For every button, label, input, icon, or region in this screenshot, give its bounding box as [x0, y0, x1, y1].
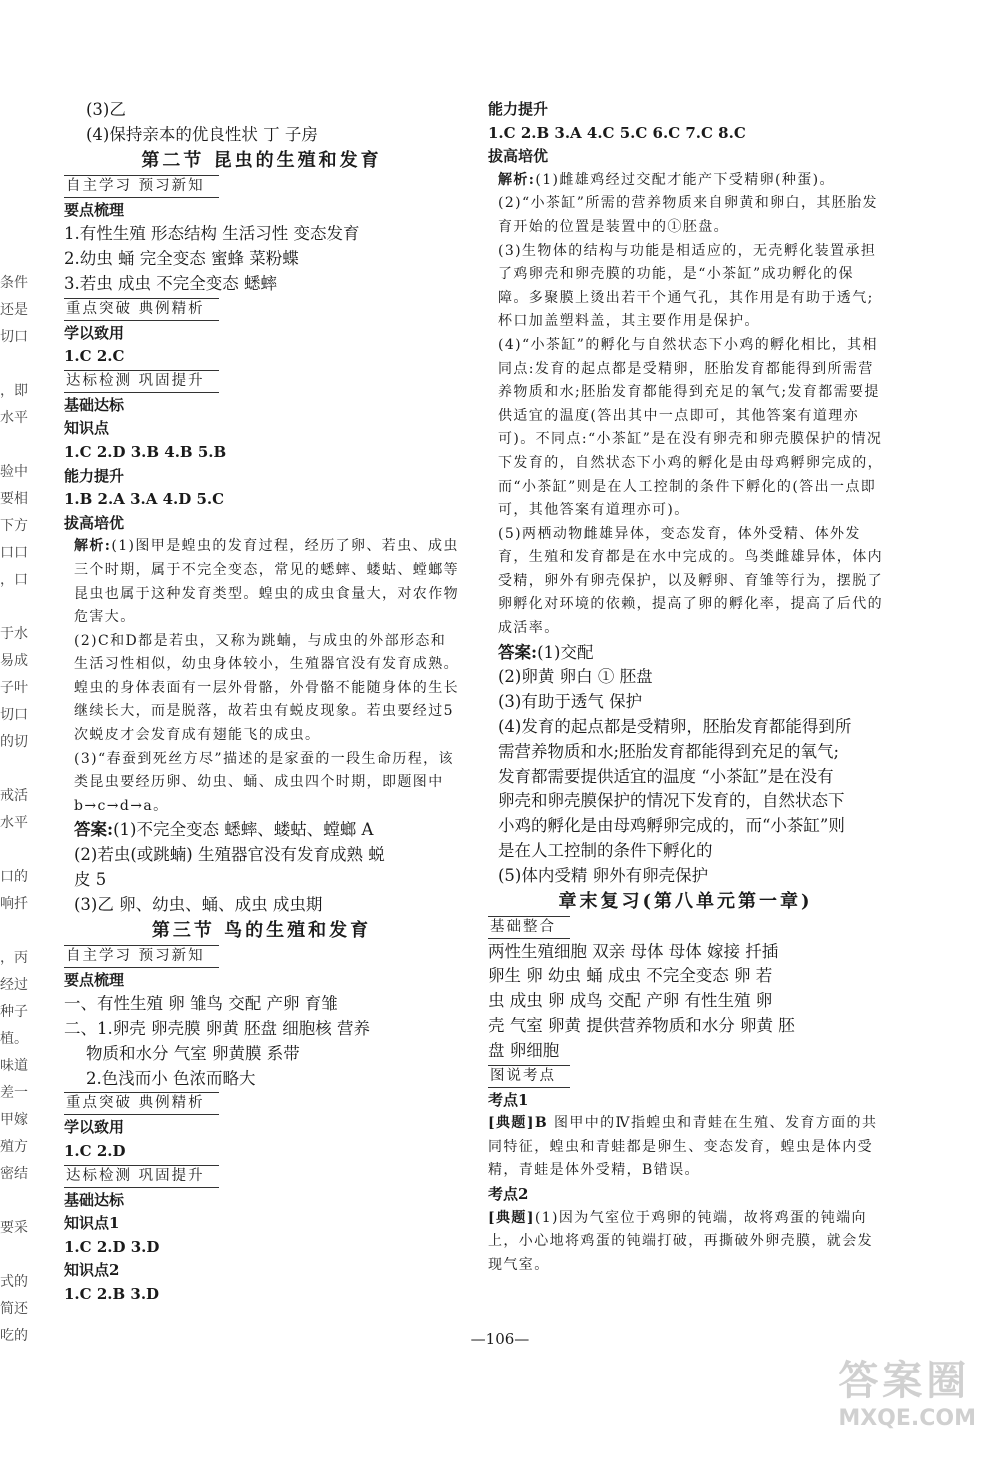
- answer-line: 卵壳和卵壳膜保护的情况下发育的，自然状态下: [498, 791, 845, 811]
- answer-line: (3)乙: [86, 100, 126, 119]
- section-banner: 重点突破 典例精析: [64, 1092, 219, 1115]
- margin-fragment: 差一: [0, 1085, 28, 1101]
- answer-line: 一、有性生殖 卵 雏鸟 交配 产卵 育雏: [64, 994, 338, 1014]
- answer-line: 物质和水分 气室 卵黄膜 系带: [86, 1043, 300, 1063]
- explanation-text: (1)雌雄鸡经过交配才能产下受精卵(种蛋)。: [535, 171, 835, 188]
- margin-fragment: 切口: [0, 707, 28, 723]
- watermark-text: 答案圈: [838, 1358, 971, 1404]
- subheading: 考点1: [488, 1090, 529, 1109]
- answer-line: 二、1.卵壳 卵壳膜 卵黄 胚盘 细胞核 营养: [64, 1019, 370, 1039]
- explanation-label: 解析:: [74, 538, 112, 555]
- answer-line: 小鸡的孵化是由母鸡孵卵完成的，而“小茶缸”则: [498, 816, 845, 836]
- section-title: 章末复习(第八单元第一章): [558, 890, 813, 912]
- explanation-text: (1)因为气室位于鸡卵的钝端，故将鸡蛋的钝端向上，小心地将鸡蛋的钝端打破，再撕破外卵壳膜，就会发现气室。: [488, 1209, 873, 1273]
- margin-fragment: [0, 432, 38, 459]
- section-title: 第三节 鸟的生殖和发育: [151, 919, 372, 941]
- margin-fragment: 甲嫁: [0, 1112, 28, 1128]
- left-column: [64, 98, 459, 1307]
- explanation-paragraph: (3)“春蚕到死丝方尽”描述的是家蚕的一段生命历程，该类昆虫要经历卵、幼虫、蛹、成虫四个时期，即题图中b→c→d→a。: [74, 750, 454, 814]
- answer-line: (2)卵黄 卵白 ① 胚盘: [498, 667, 653, 687]
- subheading: 能力提升: [488, 100, 549, 118]
- section-title: 第二节 昆虫的生殖和发育: [141, 149, 382, 171]
- subheading: 考点2: [488, 1184, 529, 1203]
- explanation-paragraph: (4)“小茶缸”的孵化与自然状态下小鸡的孵化相比，其相同点:发育的起点都是受精卵，胚胎发育都能得到所需营养物质和水;胚胎发育都能得到充足的氧气;发育都需要提供适宜的温度(答出其中一点即可，其他答案有道理亦可)。不同点:“小茶缸”是在没有卵壳和卵壳膜保护的情况下发育的，自然状态下小鸡的孵化是由母鸡孵卵完成的，而“小茶缸”则是在人工控制的条件下孵化的(答出一点即可，其他答案有道理亦可)。: [498, 336, 883, 519]
- margin-fragment: 响扦: [0, 896, 28, 912]
- margin-fragment: 密结: [0, 1166, 28, 1182]
- margin-fragment: 殖方: [0, 1139, 28, 1155]
- answer-line: (4)保持亲本的优良性状 丁 子房: [86, 124, 318, 144]
- margin-fragment: [0, 1242, 38, 1269]
- subheading: 学以致用: [64, 1118, 125, 1137]
- answer-line: 1.C 2.B 3.D: [64, 1284, 160, 1303]
- section-banner: 图说考点: [488, 1065, 570, 1088]
- margin-fragment: ，即: [0, 383, 28, 399]
- explanation-paragraph: [64, 535, 459, 629]
- subheading: 能力提升: [64, 466, 125, 485]
- explanation-paragraph: (3)生物体的结构与功能是相适应的，无壳孵化装置承担了鸡卵壳和卵壳膜的功能，是“小茶缸”成功孵化的保障。多聚膜上烫出若干个通气孔，其作用是有助于透气;杯口加盖塑料盖，其主要作用是保护。: [498, 242, 877, 330]
- explanation-label: [典题]B: [488, 1115, 549, 1132]
- subheading: 基础达标: [64, 1190, 125, 1209]
- answer-line: 1.C 2.D: [64, 1142, 126, 1161]
- margin-fragment: 于水: [0, 626, 28, 642]
- margin-fragment: 下方: [0, 518, 28, 534]
- answer-line: 1.C 2.B 3.A 4.C 5.C 6.C 7.C 8.C: [488, 123, 746, 142]
- margin-fragment: 条件: [0, 275, 28, 291]
- explanation-paragraph: (2)C和D都是若虫，又称为跳蝻，与成虫的外部形态和生活习性相似，幼虫身体较小，生殖器官没有发育成熟。蝗虫的身体表面有一层外骨骼，外骨骼不能随身体的生长继续长大，而是脱落，故若虫有蜕皮现象。若虫要经过5次蜕皮才会发育成有翅能飞的成虫。: [74, 632, 459, 744]
- answer-line: 发育都需要提供适宜的温度 “小茶缸”是在没有: [498, 766, 834, 786]
- margin-fragment: 还是: [0, 302, 28, 318]
- subheading: 拔高培优: [488, 147, 549, 166]
- margin-fragment: 要采: [0, 1220, 28, 1236]
- answer-line: 1.B 2.A 3.A 4.D 5.C: [64, 490, 225, 509]
- section-banner: 重点突破 典例精析: [64, 298, 219, 321]
- answer-line: 1.C 2.D 3.B 4.B 5.B: [64, 442, 227, 461]
- margin-fragment: 口的: [0, 869, 28, 885]
- margin-fragment: 植。: [0, 1031, 28, 1047]
- margin-fragment: [0, 756, 38, 783]
- answer-line: 虫 成虫 卵 成鸟 交配 产卵 有性生殖 卵: [488, 991, 773, 1011]
- margin-fragment: 子叶: [0, 680, 28, 696]
- margin-fragment: ，丙: [0, 950, 28, 966]
- section-banner: 自主学习 预习新知: [64, 945, 219, 968]
- answer-label: 答案:: [498, 642, 538, 662]
- answer-label: 答案:: [74, 820, 114, 840]
- section-banner: 达标检测 巩固提升: [64, 1165, 219, 1188]
- answer-line: (2)若虫(或跳蝻) 生殖器官没有发育成熟 蜕: [74, 845, 385, 865]
- margin-fragment: 水平: [0, 410, 28, 426]
- section-banner: 基础整合: [488, 916, 570, 939]
- subheading: 知识点: [64, 419, 110, 438]
- subheading: 知识点1: [64, 1214, 120, 1233]
- answer-line: 2.色浅而小 色浓而略大: [86, 1068, 256, 1088]
- answer-line: 皮 5: [74, 870, 107, 890]
- margin-fragment: 口口: [0, 545, 28, 561]
- answer-line: 需营养物质和水;胚胎发育都能得到充足的氧气;: [498, 741, 840, 761]
- explanation-paragraph: [488, 1207, 883, 1278]
- answer-line: 卵生 卵 幼虫 蛹 成虫 不完全变态 卵 若: [488, 966, 773, 986]
- answer-line: 是在人工控制的条件下孵化的: [498, 841, 713, 861]
- margin-fragment: 式的: [0, 1274, 28, 1290]
- margin-fragment: 易成: [0, 653, 28, 669]
- margin-fragment: 验中: [0, 464, 28, 480]
- answer-line: (4)发育的起点都是受精卵，胚胎发育都能得到所: [498, 717, 852, 737]
- margin-fragment: [0, 594, 38, 621]
- explanation-text: (1)图甲是蝗虫的发育过程，经历了卵、若虫、成虫三个时期，属于不完全变态，常见的蟋蟀、蝼蛄、螳螂等昆虫也属于这种发育类型。蝗虫的成虫食量大，对农作物危害大。: [74, 538, 459, 626]
- explanation-label: [典题]: [488, 1209, 535, 1226]
- margin-fragment: [0, 837, 38, 864]
- answer-line: 1.C 2.D 3.D: [64, 1237, 160, 1256]
- margin-fragment: 经过: [0, 977, 28, 993]
- subheading: 要点梳理: [64, 970, 125, 989]
- answer-line: [488, 641, 883, 666]
- watermark: [838, 1349, 976, 1431]
- answer-text: (1)交配: [537, 642, 594, 662]
- answer-line: 1.有性生殖 形态结构 生活习性 变态发育: [64, 224, 360, 244]
- margin-fragment: 简还: [0, 1301, 28, 1317]
- watermark-url: MXQE.COM: [838, 1406, 976, 1431]
- explanation-paragraph: (5)两栖动物雌雄异体，变态发育，体外受精、体外发育，生殖和发育都是在水中完成的。鸟类雌雄异体，体内受精，卵外有卵壳保护，以及孵卵、育雏等行为，摆脱了卵孵化对环境的依赖，提高了卵的孵化率，提高了后代的成活率。: [498, 525, 883, 637]
- section-banner: 达标检测 巩固提升: [64, 370, 219, 393]
- explanation-paragraph: [488, 169, 883, 193]
- margin-fragment: [0, 351, 38, 378]
- answer-text: (1)不完全变态 蟋蟀、蝼蛄、螳螂 A: [113, 820, 374, 840]
- right-column: [488, 98, 883, 1277]
- margin-fragment: 切口: [0, 329, 28, 345]
- answer-line: 3.若虫 成虫 不完全变态 蟋蟀: [64, 273, 277, 293]
- margin-fragment: 种子: [0, 1004, 28, 1020]
- answer-line: (5)体内受精 卵外有卵壳保护: [498, 865, 709, 885]
- answer-line: 两性生殖细胞 双亲 母体 母体 嫁接 扦插: [488, 941, 779, 961]
- subheading: 要点梳理: [64, 200, 125, 219]
- answer-line: 1.C 2.C: [64, 347, 125, 366]
- margin-fragment: 味道: [0, 1058, 28, 1074]
- answer-line: (3)乙 卵、幼虫、蛹、成虫 成虫期: [74, 894, 323, 914]
- margin-fragment: 戒活: [0, 788, 28, 804]
- margin-fragment: [0, 918, 38, 945]
- explanation-label: 解析:: [498, 171, 536, 188]
- explanation-text: 图甲中的Ⅳ指蝗虫和青蛙在生殖、发育方面的共同特征，蝗虫和青蛙都是卵生、变态发育，蝗虫是体内受精，青蛙是体外受精，B错误。: [488, 1115, 878, 1179]
- explanation-paragraph: (2)“小茶缸”所需的营养物质来自卵黄和卵白，其胚胎发育开始的位置是装置中的①胚盘。: [498, 195, 878, 235]
- answer-line: 盘 卵细胞: [488, 1040, 560, 1060]
- margin-fragment: 吃的: [0, 1328, 28, 1344]
- explanation-paragraph: [488, 1112, 883, 1183]
- subheading: 知识点2: [64, 1261, 120, 1280]
- margin-fragment: [0, 1188, 38, 1215]
- answer-line: (3)有助于透气 保护: [498, 692, 643, 712]
- answer-line: 2.幼虫 蛹 完全变态 蜜蜂 菜粉蝶: [64, 248, 299, 268]
- margin-fragment: ，口: [0, 572, 28, 588]
- page-number: —106—: [470, 1330, 530, 1348]
- subheading: 基础达标: [64, 395, 125, 414]
- cut-off-left-margin-text: [0, 270, 38, 1350]
- answer-line: 壳 气室 卵黄 提供营养物质和水分 卵黄 胚: [488, 1016, 795, 1036]
- margin-fragment: 水平: [0, 815, 28, 831]
- section-banner: 自主学习 预习新知: [64, 175, 219, 198]
- margin-fragment: 的切: [0, 734, 28, 750]
- subheading: 拔高培优: [64, 513, 125, 532]
- subheading: 学以致用: [64, 323, 125, 342]
- margin-fragment: 要相: [0, 491, 28, 507]
- answer-line: [64, 818, 459, 843]
